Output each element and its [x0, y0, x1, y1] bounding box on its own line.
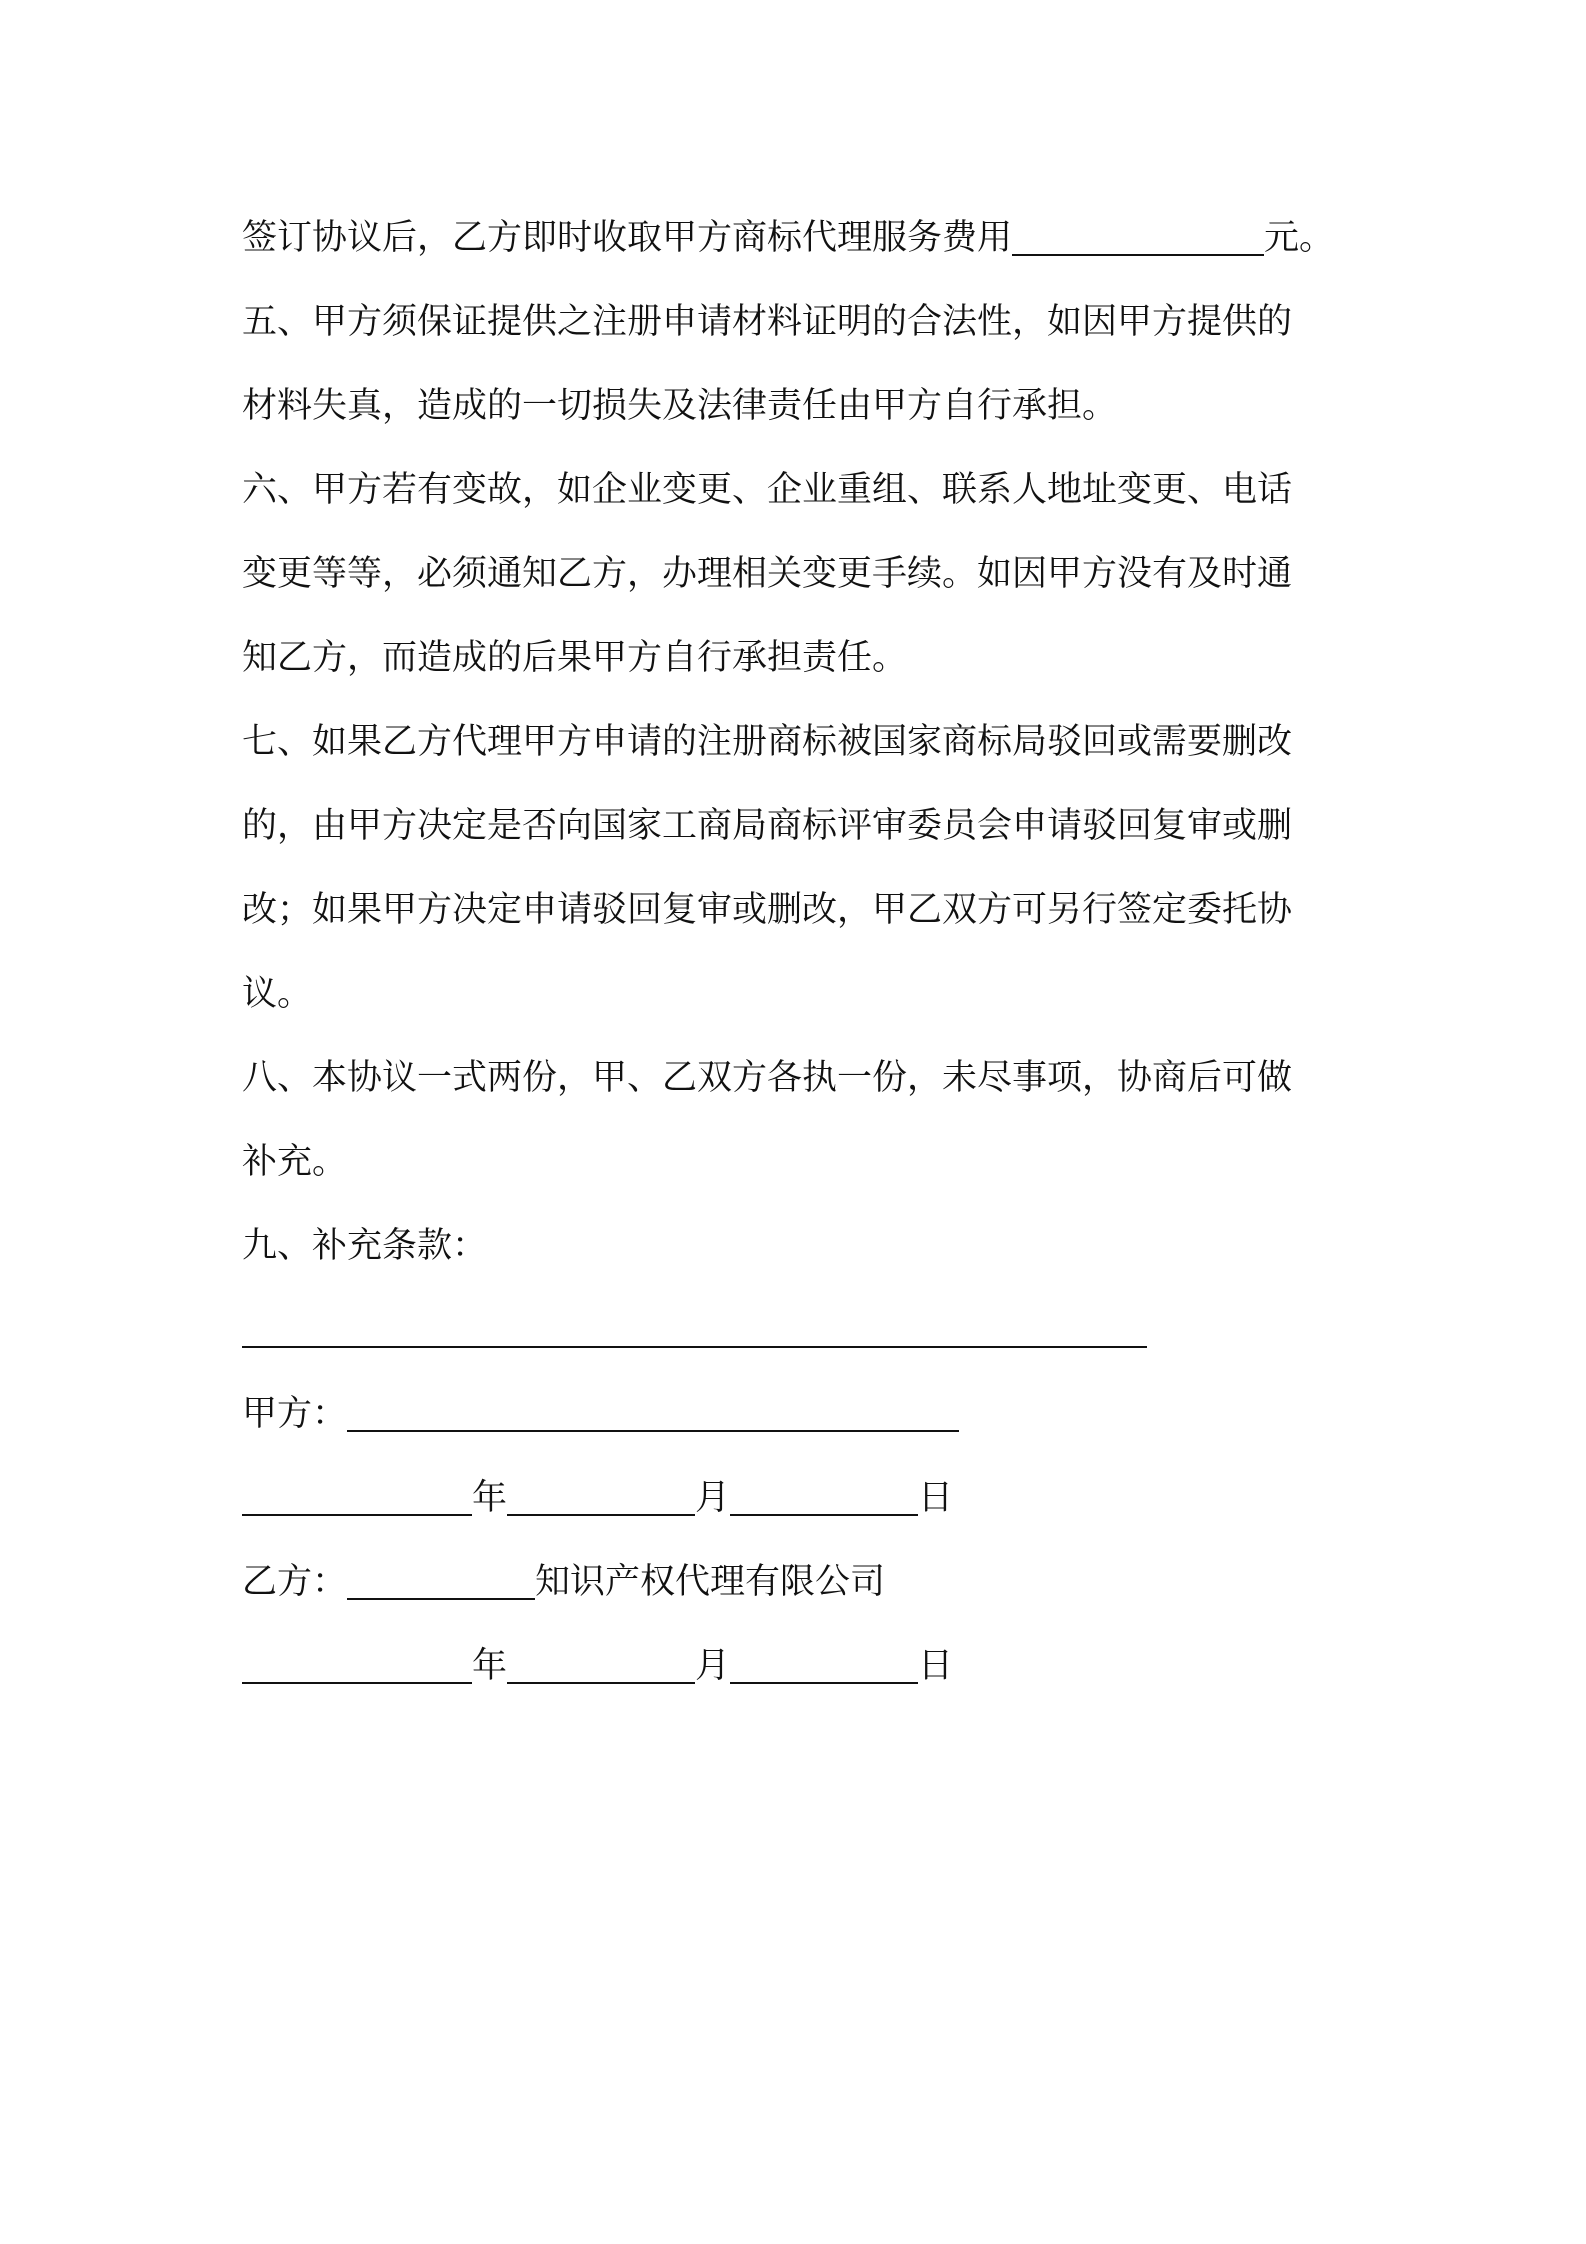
date-a-day-blank — [730, 1484, 918, 1516]
fee-blank — [1012, 224, 1264, 256]
clause-6-line-1: 六、甲方若有变故，如企业变更、企业重组、联系人地址变更、电话 — [242, 470, 1293, 510]
party-b-blank — [347, 1568, 535, 1600]
clause-7-line-1: 七、如果乙方代理甲方申请的注册商标被国家商标局驳回或需要删改 — [242, 722, 1293, 762]
party-a-line — [242, 1372, 1362, 1456]
party-a-blank — [347, 1400, 959, 1432]
clause-7-line-2: 的，由甲方决定是否向国家工商局商标评审委员会申请驳回复审或删 — [242, 806, 1293, 846]
clause-5-line-2: 材料失真，造成的一切损失及法律责任由甲方自行承担。 — [242, 386, 1118, 426]
supplement-blank — [242, 1316, 1147, 1348]
fee-line — [242, 196, 1362, 280]
supplement-blank-line — [242, 1288, 1362, 1372]
fee-text: 签订协议后，乙方即时收取甲方商标代理服务费用 — [242, 218, 1013, 258]
party-a-label: 甲方： — [242, 1394, 348, 1434]
document-body — [242, 196, 1362, 1708]
date-a-day-label: 日 — [918, 1478, 954, 1518]
date-b-month-label: 月 — [695, 1646, 731, 1686]
party-b-line — [242, 1540, 1362, 1624]
party-b-company: 知识产权代理有限公司 — [535, 1562, 886, 1602]
clause-8-line-1: 八、本协议一式两份，甲、乙双方各执一份，未尽事项，协商后可做 — [242, 1058, 1293, 1098]
date-a-month-blank — [507, 1484, 695, 1516]
fee-unit: 元。 — [1264, 218, 1335, 258]
clause-6-line-2: 变更等等，必须通知乙方，办理相关变更手续。如因甲方没有及时通 — [242, 554, 1293, 594]
date-b-year-label: 年 — [472, 1646, 508, 1686]
date-a-year-label: 年 — [472, 1478, 508, 1518]
clause-6-line-3: 知乙方，而造成的后果甲方自行承担责任。 — [242, 638, 908, 678]
date-b-line — [242, 1624, 1362, 1708]
clause-8-line-2: 补充。 — [242, 1142, 348, 1182]
clause-5-line-1: 五、甲方须保证提供之注册申请材料证明的合法性，如因甲方提供的 — [242, 302, 1293, 342]
date-b-year-blank — [242, 1652, 472, 1684]
clause-7-line-3: 改；如果甲方决定申请驳回复审或删改，甲乙双方可另行签定委托协 — [242, 890, 1293, 930]
party-b-label: 乙方： — [242, 1562, 348, 1602]
clause-7-line-4: 议。 — [242, 974, 313, 1014]
date-b-day-label: 日 — [918, 1646, 954, 1686]
date-a-line — [242, 1456, 1362, 1540]
date-b-day-blank — [730, 1652, 918, 1684]
date-b-month-blank — [507, 1652, 695, 1684]
date-a-month-label: 月 — [695, 1478, 731, 1518]
date-a-year-blank — [242, 1484, 472, 1516]
clause-9-heading: 九、补充条款： — [242, 1226, 488, 1266]
